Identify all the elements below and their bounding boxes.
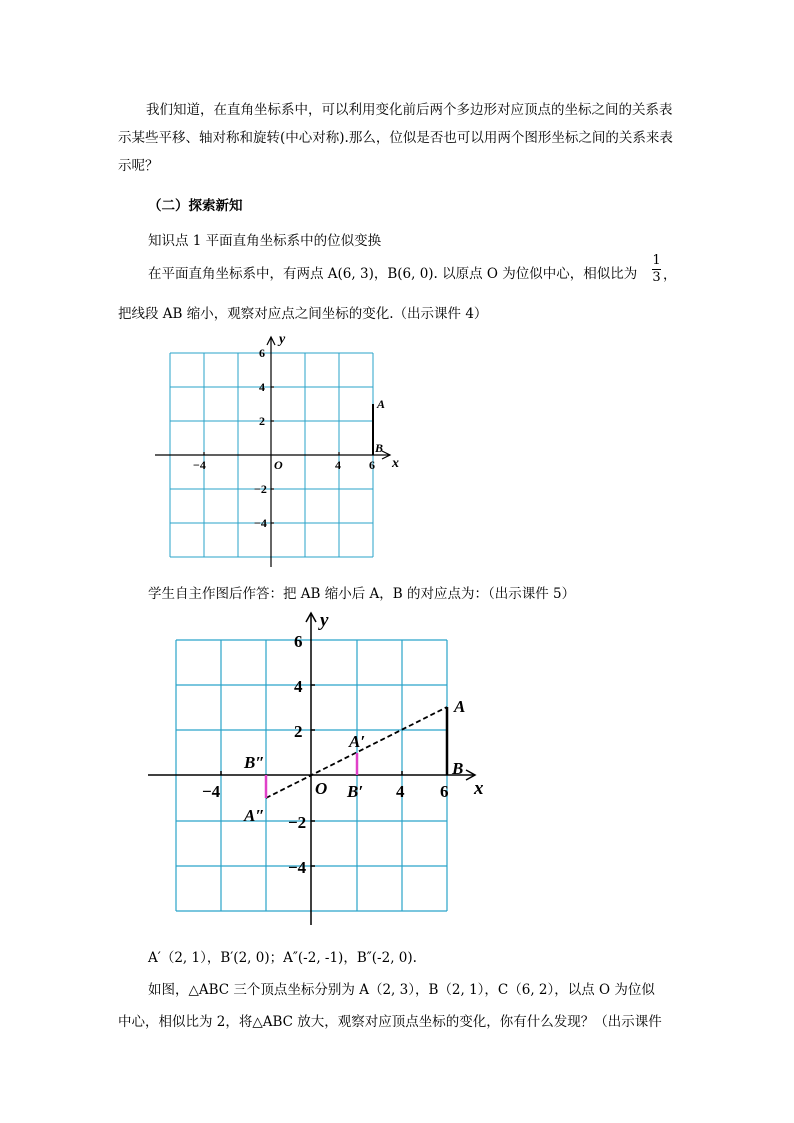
figure-1-y-tick-6: 6 xyxy=(259,346,265,360)
figure-2-y-tick-6: 6 xyxy=(294,632,303,651)
figure-1-y-tick-4: 4 xyxy=(259,380,265,394)
figure-2-y-label: y xyxy=(320,610,329,631)
figure-1-y-tick-2: 2 xyxy=(259,414,265,428)
figure-1-origin-label: O xyxy=(274,458,283,472)
figure-1-point-A-label: A xyxy=(377,397,386,411)
figure-2-axes xyxy=(148,613,475,925)
knowledge-point-title: 知识点 1 平面直角坐标系中的位似变换 xyxy=(148,233,382,249)
figure-2-x-label: x xyxy=(474,778,484,799)
problem-line-2: 把线段 AB 缩小，观察对应点之间坐标的变化.（出示课件 4） xyxy=(118,306,488,322)
question-line-1: 如图，△ABC 三个顶点坐标分别为 A（2, 3），B（2, 1），C（6, 2），以点 O 为位似 xyxy=(148,982,655,998)
figure-2-point-B-label: B xyxy=(452,759,464,778)
ratio-comma: ， xyxy=(663,267,677,283)
figure-2-y-tick-2: 2 xyxy=(294,722,303,741)
figure-2-point-A1-label: A′ xyxy=(349,732,366,751)
figure-2-point-B1-label: B′ xyxy=(347,782,364,801)
figure-2-coordinate-plane xyxy=(140,603,500,928)
figure-1-x-tick-neg4: −4 xyxy=(193,458,206,472)
figure-1-x-tick-4: 4 xyxy=(335,458,341,472)
figure-1-y-tick-neg2: −2 xyxy=(254,482,267,496)
figure-2-x-tick-4: 4 xyxy=(396,782,405,801)
section-heading: （二）探索新知 xyxy=(148,198,243,214)
figure-1-y-label: y xyxy=(279,332,286,347)
figure-2-point-A2-label: A″ xyxy=(244,806,265,825)
figure-2-y-tick-neg4: −4 xyxy=(288,858,307,877)
figure-2-point-B2-label: B″ xyxy=(244,753,265,772)
figure-1-point-B-label: B xyxy=(375,441,384,455)
intro-paragraph xyxy=(118,96,678,180)
figure-2-origin-label: O xyxy=(315,779,328,798)
figure-1-y-tick-neg4: −4 xyxy=(254,516,267,530)
intro-text: 我们知道，在直角坐标系中，可以利用变化前后两个多边形对应顶点的坐标之间的关系表示某些平移、轴对称和旋转(中心对称).那么，位似是否也可以用两个图形坐标之间的关系来表示呢？ xyxy=(118,102,673,174)
figure-1-axes xyxy=(155,337,390,567)
figure-2-x-tick-neg4: −4 xyxy=(202,782,221,801)
student-answer-prompt: 学生自主作图后作答：把 AB 缩小后 A，B 的对应点为：（出示课件 5） xyxy=(148,586,576,602)
figure-2-point-A-label: A xyxy=(454,697,466,716)
figure-2-y-tick-neg2: −2 xyxy=(288,813,307,832)
answer-coordinates: A′（2, 1），B′(2, 0)；A″(-2, -1)，B″(-2, 0). xyxy=(148,950,417,966)
figure-1-x-label: x xyxy=(392,456,399,471)
problem-line-1: 在平面直角坐标系中，有两点 A(6, 3)，B(6, 0). 以原点 O 为位似中心，相似比为 xyxy=(148,266,638,282)
ratio-fraction xyxy=(652,254,661,285)
question-line-2: 中心，相似比为 2，将△ABC 放大，观察对应顶点坐标的变化，你有什么发现？（出示课件 xyxy=(118,1014,662,1030)
figure-1-x-tick-6: 6 xyxy=(369,458,375,472)
figure-2-y-tick-4: 4 xyxy=(294,677,303,696)
figure-1-coordinate-plane xyxy=(150,325,410,570)
figure-2-x-tick-6: 6 xyxy=(440,782,449,801)
ratio-denominator: 3 xyxy=(652,270,661,285)
ratio-numerator: 1 xyxy=(652,253,661,268)
